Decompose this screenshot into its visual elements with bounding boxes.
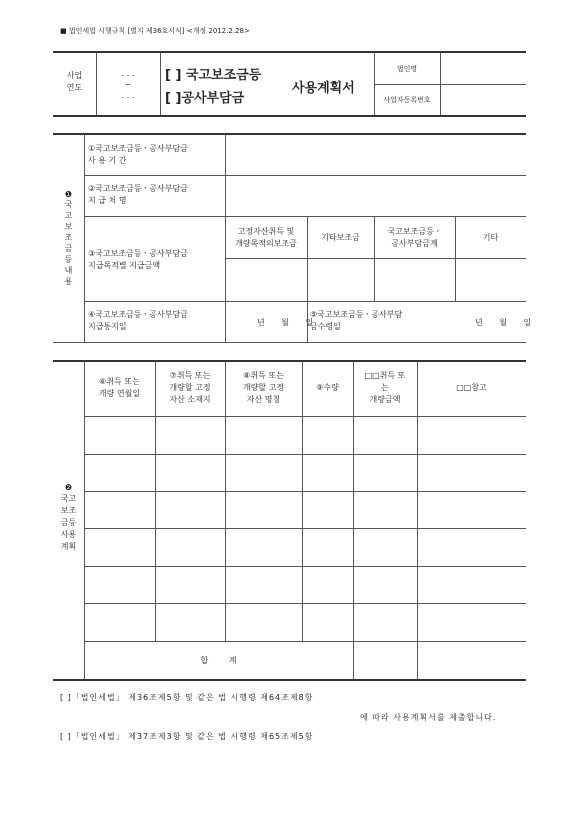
option-construction-charge: [ ]공사부담금	[165, 91, 245, 106]
col-asset-location: ⑦취득 또는 개량할 고정 자산 소재지	[169, 371, 211, 404]
section1-marker: ❶	[64, 190, 73, 199]
section2-marker: ❷	[64, 483, 73, 492]
option-subsidy: [ ] 국고보조금등	[165, 68, 262, 83]
business-period: . . . ~ . . .	[121, 69, 135, 100]
form-title: 사용계획서	[292, 81, 355, 96]
payer-name-label: ②국고보조금등ㆍ공사부담금 지 급 처 명	[88, 184, 188, 205]
section1-label: 국 고 보 조 금 등 내 용	[64, 200, 73, 286]
usage-period-label: ①국고보조금등ㆍ공사부담금 사 용 기 간	[88, 144, 188, 165]
col-acquire-date: ⑥취득 또는 개량 연월일	[98, 377, 141, 398]
col-quantity: ⑨수량	[316, 383, 339, 392]
footer-line-1: [ ]「법인세법」 제36조제5항 및 같은 법 시행령 제64조제8항	[60, 693, 314, 702]
col-remarks: □□참고	[456, 383, 487, 392]
col-acquire-amount: □□취득 또 는 개량금액	[364, 371, 406, 404]
notice-date-value: 년 월 일	[257, 318, 314, 327]
receipt-date-label: ⑤국고보조금등ㆍ공사부담 금수령일	[310, 310, 403, 331]
biz-reg-no-label: 사업자등록번호	[383, 96, 431, 104]
form-reference-note: ■ 법인세법 시행규칙 [별지 제36호서식] <개정 2012.2.28>	[60, 27, 250, 35]
payment-by-purpose-label: ③국고보조금등ㆍ공사부담금 지급목적별 지급금액	[88, 249, 188, 270]
business-year-label: 사업 연도	[66, 71, 83, 92]
footer-line-3: [ ]「법인세법」 제37조제3항 및 같은 법 시행령 제65조제5항	[60, 732, 314, 741]
receipt-date-value: 년 월 일	[475, 318, 532, 327]
col-fixed-asset-subsidy: 고정자산취득 및 개량목적의보조금	[235, 227, 297, 248]
section2-label: 국고 보조 금등 사용 계획	[60, 494, 77, 551]
footer-line-2: 에 따라 사용계획서를 제출합니다.	[360, 713, 497, 722]
col-subsidy-total: 국고보조금등ㆍ 공사부담금계	[387, 227, 442, 248]
notice-date-label: ④국고보조금등ㆍ공사부담금 지급통지일	[88, 310, 188, 331]
corp-name-label: 법인명	[396, 65, 418, 73]
col-other-subsidy: 기타보조금	[321, 233, 360, 242]
col-other: 기타	[482, 233, 499, 242]
total-label: 합 계	[200, 656, 237, 665]
col-asset-name: ⑧취득 또는 개량할 고정 자산 명칭	[242, 371, 285, 404]
